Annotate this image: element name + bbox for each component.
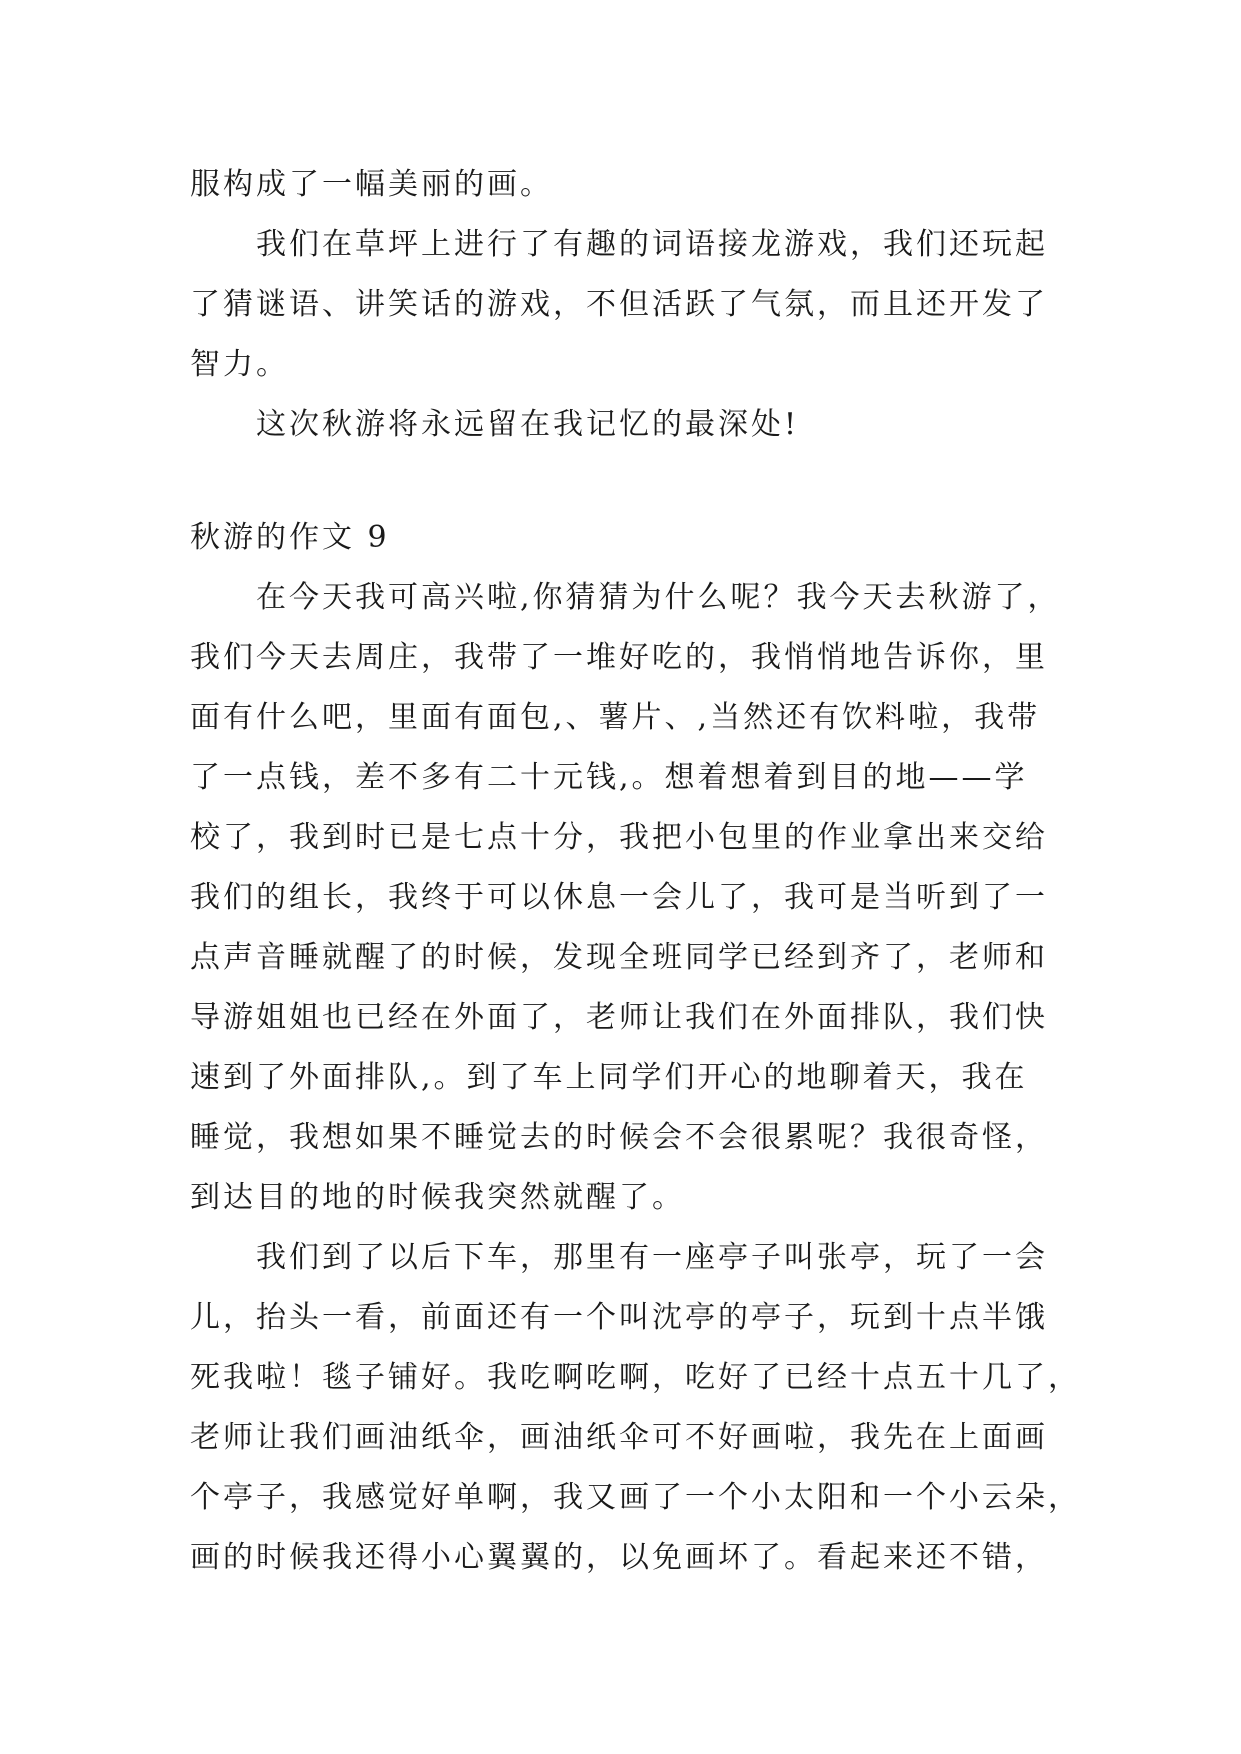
paragraph-line: 死我啦！毯子铺好。我吃啊吃啊，吃好了已经十点五十几了， <box>190 1360 1081 1395</box>
paragraph-line: 个亭子，我感觉好单啊，我又画了一个小太阳和一个小云朵， <box>190 1480 1081 1515</box>
paragraph-line: 我们到了以后下车，那里有一座亭子叫张亭，玩了一会 <box>256 1240 1048 1275</box>
paragraph-line: 了猜谜语、讲笑话的游戏，不但活跃了气氛，而且还开发了 <box>190 287 1048 322</box>
paragraph-line: 我们的组长，我终于可以休息一会儿了，我可是当听到了一 <box>190 880 1048 915</box>
paragraph-line: 面有什么吧，里面有面包,、薯片、,当然还有饮料啦，我带 <box>190 700 1041 735</box>
section-heading: 秋游的作文 9 <box>190 520 390 555</box>
paragraph-line: 了一点钱，差不多有二十元钱,。想着想着到目的地——学 <box>190 760 1028 795</box>
paragraph-line: 老师让我们画油纸伞，画油纸伞可不好画啦，我先在上面画 <box>190 1420 1048 1455</box>
paragraph-line: 速到了外面排队,。到了车上同学们开心的地聊着天，我在 <box>190 1060 1028 1095</box>
paragraph-line: 校了，我到时已是七点十分，我把小包里的作业拿出来交给 <box>190 820 1048 855</box>
paragraph-line: 这次秋游将永远留在我记忆的最深处! <box>256 407 800 442</box>
paragraph-line: 智力。 <box>190 347 289 382</box>
paragraph-line: 画的时候我还得小心翼翼的，以免画坏了。看起来还不错， <box>190 1540 1048 1575</box>
text-section-essay-9 <box>190 508 1081 1588</box>
paragraph-line: 我们在草坪上进行了有趣的词语接龙游戏，我们还玩起 <box>256 227 1048 262</box>
paragraph-line: 睡觉，我想如果不睡觉去的时候会不会很累呢？我很奇怪， <box>190 1120 1048 1155</box>
paragraph-line: 我们今天去周庄，我带了一堆好吃的，我悄悄地告诉你，里 <box>190 640 1048 675</box>
paragraph-line: 导游姐姐也已经在外面了，老师让我们在外面排队，我们快 <box>190 1000 1048 1035</box>
paragraph-line: 点声音睡就醒了的时候，发现全班同学已经到齐了，老师和 <box>190 940 1048 975</box>
paragraph-line: 儿，抬头一看，前面还有一个叫沈亭的亭子，玩到十点半饿 <box>190 1300 1048 1335</box>
paragraph-line: 在今天我可高兴啦,你猜猜为什么呢？我今天去秋游了， <box>256 580 1061 615</box>
text-section-top <box>190 155 1070 455</box>
paragraph-line: 到达目的地的时候我突然就醒了。 <box>190 1180 685 1215</box>
paragraph-line: 服构成了一幅美丽的画。 <box>190 167 553 202</box>
